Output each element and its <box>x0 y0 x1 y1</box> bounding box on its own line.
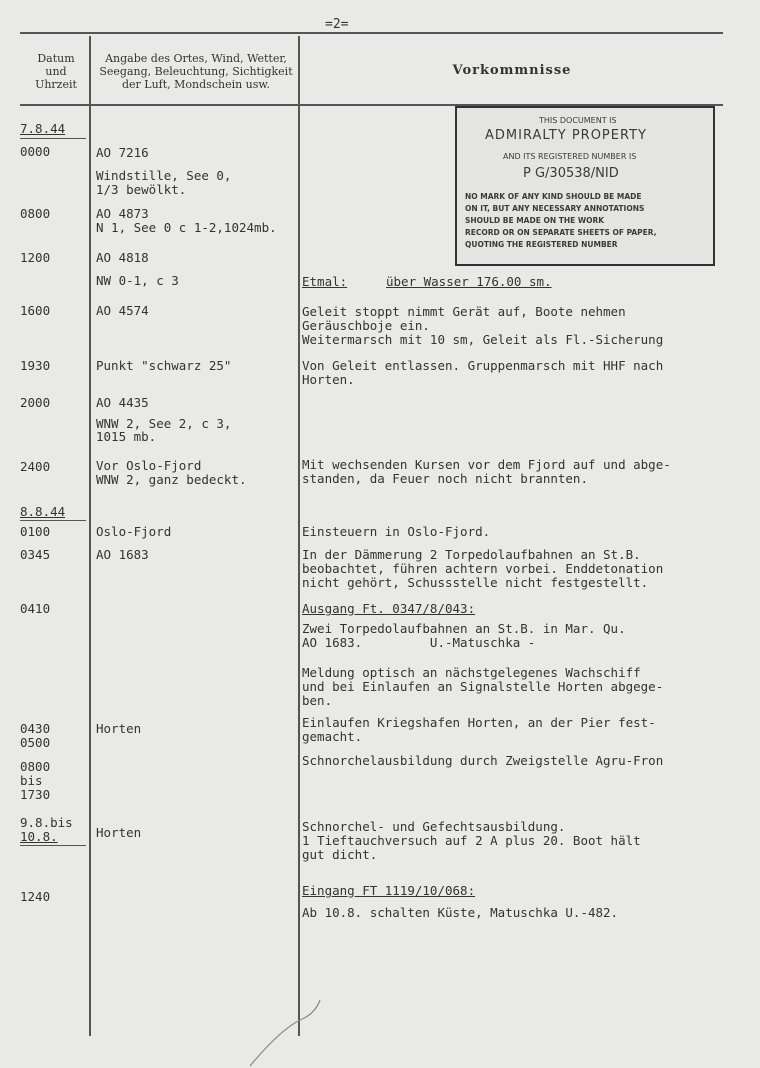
stamp-line-9: QUOTING THE REGISTERED NUMBER <box>465 240 618 249</box>
weather-2: N 1, See 0 c 1-2,1024mb. <box>96 220 277 235</box>
weather-3: NW 0-1, c 3 <box>96 273 179 288</box>
header-date-line-1: Datum <box>37 52 75 65</box>
pos-ao-4435: AO 4435 <box>96 395 149 410</box>
weather-1b: 1/3 bewölkt. <box>96 182 187 197</box>
pos-ao-4873: AO 4873 <box>96 206 149 221</box>
pencil-mark <box>240 990 340 1068</box>
header-place-line-3: der Luft, Mondschein usw. <box>121 78 271 91</box>
weather-1a: Windstille, See 0, <box>96 168 232 183</box>
time-0345: 0345 <box>20 547 51 562</box>
time-1930: 1930 <box>20 358 51 373</box>
stamp-line-4: P G/30538/NID <box>523 166 619 181</box>
pos-ao-7216: AO 7216 <box>96 145 149 160</box>
event-2400-b: standen, da Feuer noch nicht brannten. <box>302 471 588 486</box>
event-0410-a: Zwei Torpedolaufbahnen an St.B. in Mar. Qu. <box>302 621 626 636</box>
event-0410-c: Meldung optisch an nächstgelegenes Wachschiff <box>302 665 641 680</box>
column-rule-2 <box>298 36 300 1036</box>
etmal-text: über Wasser 176.00 sm. <box>386 274 552 289</box>
time-1200: 1200 <box>20 250 51 265</box>
event-1600-c: Weitermarsch mit 10 sm, Geleit als Fl.-Sicherung <box>302 332 664 347</box>
time-0800-b: 0800 <box>20 759 51 774</box>
event-0345-b: beobachtet, führen achtern vorbei. Enddetonation <box>302 561 664 576</box>
event-1600-a: Geleit stoppt nimmt Gerät auf, Boote nehmen <box>302 304 626 319</box>
time-0000: 0000 <box>20 144 51 159</box>
weather-6b: 1015 mb. <box>96 429 157 444</box>
header-place-line-2: Seegang, Beleuchtung, Sichtigkeit <box>99 65 293 78</box>
stamp-line-8: RECORD OR ON SEPARATE SHEETS OF PAPER, <box>465 228 657 237</box>
pos-ao-4574: AO 4574 <box>96 303 149 318</box>
time-1240: 1240 <box>20 889 51 904</box>
event-0800: Schnorchelausbildung durch Zweigstelle Agru-Fron <box>302 753 664 768</box>
event-1240-heading: Eingang FT 1119/10/068: <box>302 883 476 898</box>
etmal-label: Etmal: <box>302 274 348 289</box>
stamp-line-5: NO MARK OF ANY KIND SHOULD BE MADE <box>465 192 642 201</box>
page-number: =2= <box>325 17 349 32</box>
event-0410-e: ben. <box>302 693 333 708</box>
event-0345-a: In der Dämmerung 2 Torpedolaufbahnen an St.B. <box>302 547 641 562</box>
pos-schwarz-25: Punkt "schwarz 25" <box>96 358 232 373</box>
event-1930-a: Von Geleit entlassen. Gruppenmarsch mit HHF nach <box>302 358 664 373</box>
event-1240-text: Ab 10.8. schalten Küste, Matuschka U.-482. <box>302 905 619 920</box>
pos-horten-2: Horten <box>96 825 142 840</box>
weather-7: WNW 2, ganz bedeckt. <box>96 472 247 487</box>
event-0430-b: gemacht. <box>302 729 363 744</box>
event-1930-b: Horten. <box>302 372 355 387</box>
stamp-line-7: SHOULD BE MADE ON THE WORK <box>465 216 605 225</box>
event-0345-c: nicht gehört, Schussstelle nicht festgestellt. <box>302 575 649 590</box>
header-col-date <box>22 52 90 91</box>
date-rule-2 <box>20 520 86 521</box>
stamp-line-6: ON IT, BUT ANY NECESSARY ANNOTATIONS <box>465 204 645 213</box>
event-0410-b: AO 1683. U.-Matuschka - <box>302 635 536 650</box>
header-place-line-1: Angabe des Ortes, Wind, Wetter, <box>105 52 287 65</box>
pos-vor-oslo-fjord: Vor Oslo-Fjord <box>96 458 202 473</box>
pos-horten-1: Horten <box>96 721 142 736</box>
time-0430: 0430 <box>20 721 51 736</box>
date-rule-1 <box>20 138 86 139</box>
pos-ao-4818: AO 4818 <box>96 250 149 265</box>
header-col-place <box>92 52 300 91</box>
time-1600: 1600 <box>20 303 51 318</box>
top-rule <box>20 32 723 34</box>
weather-6a: WNW 2, See 2, c 3, <box>96 416 232 431</box>
event-9-8-b: 1 Tieftauchversuch auf 2 A plus 20. Boot hält <box>302 833 641 848</box>
date-rule-3 <box>20 845 86 846</box>
stamp-line-3: AND ITS REGISTERED NUMBER IS <box>503 152 637 161</box>
header-col-events: Vorkommnisse <box>452 63 572 78</box>
pos-ao-1683: AO 1683 <box>96 547 149 562</box>
event-9-8-a: Schnorchel- und Gefechtsausbildung. <box>302 819 566 834</box>
event-0410-d: und bei Einlaufen an Signalstelle Horten abgege- <box>302 679 664 694</box>
stamp-line-1: THIS DOCUMENT IS <box>539 116 617 125</box>
column-rule-1 <box>89 36 91 1036</box>
pos-oslo-fjord: Oslo-Fjord <box>96 524 172 539</box>
time-2000: 2000 <box>20 395 51 410</box>
header-date-line-2: und <box>45 65 67 78</box>
time-0500: 0500 <box>20 735 51 750</box>
time-2400: 2400 <box>20 459 51 474</box>
event-0410-heading: Ausgang Ft. 0347/8/043: <box>302 601 476 616</box>
event-0430-a: Einlaufen Kriegshafen Horten, an der Pier fest- <box>302 715 656 730</box>
time-0410: 0410 <box>20 601 51 616</box>
date-10-8: 10.8. <box>20 829 58 844</box>
admiralty-stamp <box>455 106 715 266</box>
event-2400-a: Mit wechsenden Kursen vor dem Fjord auf und abge- <box>302 457 671 472</box>
time-0100: 0100 <box>20 524 51 539</box>
date-9-8-bis: 9.8.bis <box>20 815 73 830</box>
event-1600-b: Geräuschboje ein. <box>302 318 430 333</box>
time-0800: 0800 <box>20 206 51 221</box>
stamp-line-2: ADMIRALTY PROPERTY <box>485 128 647 143</box>
header-date-line-3: Uhrzeit <box>35 78 77 91</box>
time-1730: 1730 <box>20 787 51 802</box>
date-7-8-44: 7.8.44 <box>20 121 66 136</box>
date-8-8-44: 8.8.44 <box>20 504 66 519</box>
time-bis: bis <box>20 773 43 788</box>
event-0100: Einsteuern in Oslo-Fjord. <box>302 524 491 539</box>
event-9-8-c: gut dicht. <box>302 847 378 862</box>
